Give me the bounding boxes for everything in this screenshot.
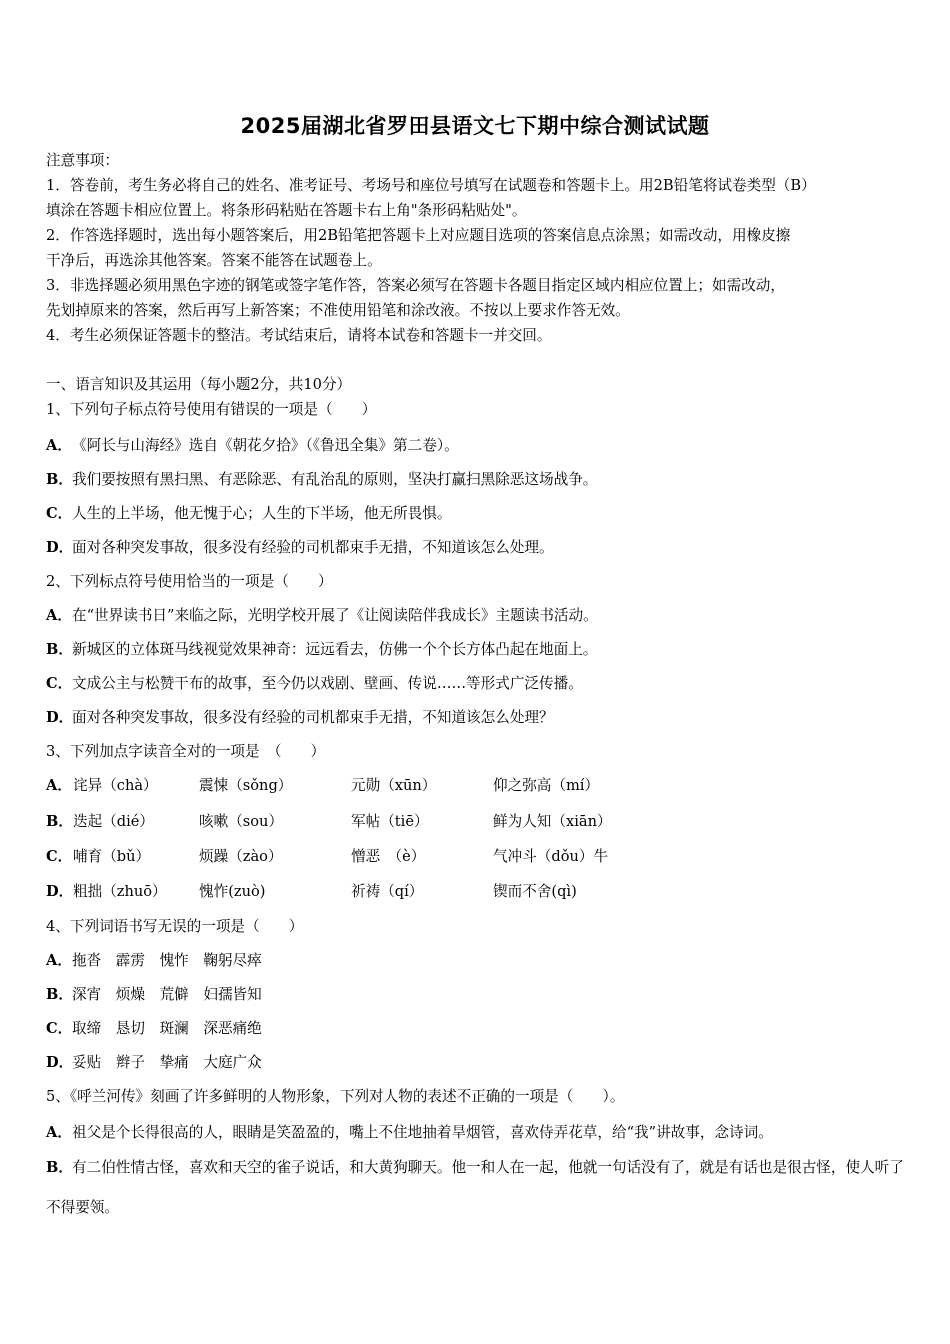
option-cell: 元勋（xūn） xyxy=(351,777,437,794)
option-text: 取缔 恳切 斑澜 深恶痛绝 xyxy=(72,1020,262,1037)
option-label: B． xyxy=(46,471,73,488)
option-text: 我们要按照有黑扫黑、有恶除恶、有乱治乱的原则，坚决打赢扫黑除恶这场战争。 xyxy=(72,471,598,488)
question-1-option-a xyxy=(46,436,912,456)
notice-heading: 注意事项： xyxy=(46,152,119,169)
question-2-option-d xyxy=(46,708,912,728)
question-5-stem: 5、《呼兰河传》刻画了许多鲜明的人物形象，下列对人物的表述不正确的一项是（ ）。 xyxy=(46,1088,625,1105)
option-label: A． xyxy=(46,952,72,969)
option-label: C． xyxy=(46,848,73,865)
option-cell: 军帖（tiē） xyxy=(351,813,429,830)
question-4-option-b xyxy=(46,985,912,1005)
question-5-option-b xyxy=(46,1148,908,1228)
option-cell: 诧异（chà） xyxy=(73,777,158,794)
option-cell: 粗拙（zhuō） xyxy=(73,883,167,900)
question-3-stem: 3、下列加点字读音全对的一项是 （ ） xyxy=(46,743,326,760)
question-4-option-c xyxy=(46,1019,912,1039)
option-label: B． xyxy=(46,1159,73,1176)
option-text: 面对各种突发事故，很多没有经验的司机都束手无措，不知道该怎么处理。 xyxy=(72,539,554,556)
option-text: 面对各种突发事故，很多没有经验的司机都束手无措，不知道该怎么处理？ xyxy=(72,709,554,726)
option-label: A． xyxy=(46,607,72,624)
option-text: 人生的上半场，他无愧于心；人生的下半场，他无所畏惧。 xyxy=(72,505,452,522)
option-label: D． xyxy=(46,539,74,556)
option-cell: 震悚（sǒng） xyxy=(199,777,293,794)
option-text: 新城区的立体斑马线视觉效果神奇：远远看去，仿佛一个个长方体凸起在地面上。 xyxy=(72,641,598,658)
option-label: C． xyxy=(46,505,73,522)
option-cell: 鲜为人知（xiān） xyxy=(493,813,612,830)
option-label: D． xyxy=(46,883,74,900)
option-text: 《阿长与山海经》选自《朝花夕拾》（《鲁迅全集》第二卷）。 xyxy=(72,437,459,454)
option-label: D． xyxy=(46,1054,74,1071)
option-label: C． xyxy=(46,1020,73,1037)
question-3-option-c xyxy=(46,847,912,867)
question-1-option-b xyxy=(46,470,912,490)
question-2-option-a xyxy=(46,606,912,626)
question-2-option-c xyxy=(46,674,912,694)
question-1-stem: 1、下列句子标点符号使用有错误的一项是（ ） xyxy=(46,401,377,418)
option-text: 深宵 烦燥 荒僻 妇孺皆知 xyxy=(72,986,262,1003)
option-label: A． xyxy=(46,1124,72,1141)
option-cell: 仰之弥高（mí） xyxy=(493,777,600,794)
question-4-option-d xyxy=(46,1053,912,1073)
option-cell: 愧怍(zuò) xyxy=(199,883,266,900)
option-label: C． xyxy=(46,675,73,692)
question-3-option-d xyxy=(46,882,912,902)
option-cell: 哺育（bǔ） xyxy=(73,848,151,865)
option-text: 在“世界读书日”来临之际，光明学校开展了《让阅读陪伴我成长》主题读书活动。 xyxy=(72,607,598,624)
option-cell: 祈祷（qí） xyxy=(351,883,424,900)
question-4-stem: 4、下列词语书写无误的一项是（ ） xyxy=(46,918,304,935)
question-2-stem: 2、下列标点符号使用恰当的一项是（ ） xyxy=(46,573,333,590)
notice-line: 2．作答选择题时，选出每小题答案后，用2B铅笔把答题卡上对应题目选项的答案信息点涂黑；如需改动，用橡皮擦 xyxy=(46,227,791,244)
option-label: B． xyxy=(46,986,73,1003)
notice-line: 3．非选择题必须用黑色字迹的钢笔或签字笔作答，答案必须写在答题卡各题目指定区域内相应位置上；如需改动， xyxy=(46,277,785,294)
question-4-option-a xyxy=(46,951,912,971)
option-label: B． xyxy=(46,813,73,830)
option-text: 文成公主与松赞干布的故事，至今仍以戏剧、壁画、传说……等形式广泛传播。 xyxy=(72,675,583,692)
option-label: A． xyxy=(46,777,72,794)
option-cell: 烦躁（zào） xyxy=(199,848,283,865)
question-3-option-b xyxy=(46,812,912,832)
option-label: D． xyxy=(46,709,74,726)
notice-line: 1．答卷前，考生务必将自己的姓名、准考证号、考场号和座位号填写在试题卷和答题卡上。用2B铅笔将试卷类型（B） xyxy=(46,177,816,194)
option-text: 妥贴 辫子 挚痛 大庭广众 xyxy=(72,1054,262,1071)
option-text: 拖沓 霹雳 愧怍 鞠躬尽瘁 xyxy=(72,952,262,969)
option-label: A． xyxy=(46,437,72,454)
question-3-option-a xyxy=(46,776,912,796)
option-cell: 迭起（dié） xyxy=(73,813,155,830)
notice-line: 填涂在答题卡相应位置上。将条形码粘贴在答题卡右上角"条形码粘贴处"。 xyxy=(46,202,527,219)
option-cell: 咳嗽（sou） xyxy=(199,813,284,830)
section-heading: 一、语言知识及其运用（每小题2分，共10分） xyxy=(46,376,352,393)
question-5-option-a xyxy=(46,1123,912,1143)
question-2-option-b xyxy=(46,640,912,660)
option-cell: 锲而不舍(qì) xyxy=(493,883,577,900)
page-title: 2025届湖北省罗田县语文七下期中综合测试试题 xyxy=(240,114,710,138)
notice-line: 先划掉原来的答案，然后再写上新答案；不准使用铅笔和涂改液。不按以上要求作答无效。 xyxy=(46,302,630,319)
question-1-option-d xyxy=(46,538,912,558)
option-text: 祖父是个长得很高的人，眼睛是笑盈盈的，嘴上不住地抽着旱烟管，喜欢侍弄花草，给“我”讲故事，念诗词。 xyxy=(72,1124,773,1141)
question-1-option-c xyxy=(46,504,912,524)
option-cell: 憎恶 （è） xyxy=(351,848,426,865)
notice-line: 4．考生必须保证答题卡的整洁。考试结束后，请将本试卷和答题卡一并交回。 xyxy=(46,327,552,344)
option-text: 有二伯性情古怪，喜欢和天空的雀子说话，和大黄狗聊天。他一和人在一起，他就一句话没有了，就是有话也是很古怪，使人听了不得要领。 xyxy=(46,1159,904,1216)
option-cell: 气冲斗（dǒu）牛 xyxy=(493,848,609,865)
option-label: B． xyxy=(46,641,73,658)
notice-line: 干净后，再选涂其他答案。答案不能答在试题卷上。 xyxy=(46,252,382,269)
